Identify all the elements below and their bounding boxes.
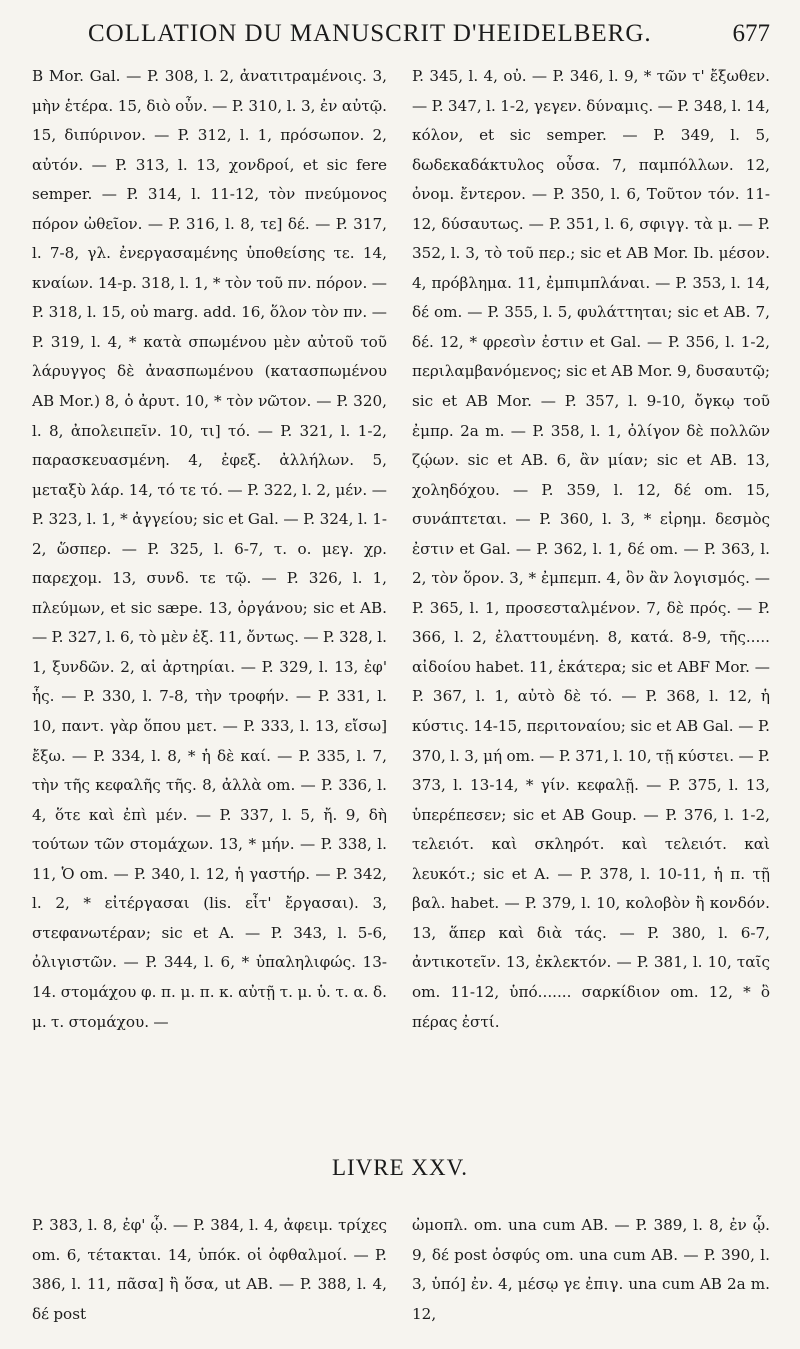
section-left-column-text: P. 383, l. 8, ἐφ' ᾧ. — P. 384, l. 4, ἀφειμ. τρίχες om. 6, τέτακται. 14, ὑπόκ. οἱ ὀφθαλμοί. — P. 386, l. 11, πᾶσα] ἢ ὅσα, ut AB. — P. 388, l. 4, δέ post [32,1216,387,1323]
section-heading: LIVRE XXV. [331,1155,469,1180]
left-column-text: B Mor. Gal. — P. 308, l. 2, ἀνατιτραμένοις. 3, μὴν ἑτέρα. 15, διὸ οὖν. — P. 310, l. 3, ἐν αὐτῷ. 15, διπύρινον. — P. 312, l. 1, πρόσωπον. 2, αὐτόν. — P. 313, l. 13, χονδροί, et sic fere semper. — P. 314, l. 11-12, τὸν πνεύμονος πόρον ὠθεῖον. — P. 316, l. 8, τε] δέ. — P. 317, l. 7-8, γλ. ἐνεργασαμένης ὑποθείσης τε. 14, κναίων. 14-p. 318, l. 1, * τὸν τοῦ πν. πόρον. — P. 318, l. 15, οὐ marg. add. 16, ὅλον τὸν πν. — P. 319, l. 4, * κατὰ σπωμένου μὲν αὐτοῦ τοῦ λάρυγγος δὲ ἀνασπωμένου (κατασπωμένου AB Mor.) 8, ὁ ἀρυτ. 10, * τὸν νῶτον. — P. 320, l. 8, ἀπολειπεῖν. 10, τι] τό. — P. 321, l. 1-2, παρασκευασμένη. 4, ἐφεξ. ἀλλήλων. 5, μεταξὺ λάρ. 14, τό τε τό. — P. 322, l. 2, μέν. — P. 323, l. 1, * ἀγγείου; sic et Gal. — P. 324, l. 1-2, ὥσπερ. — P. 325, l. 6-7, τ. ο. μεγ. χρ. παρεχομ. 13, συνδ. τε τῷ. — P. 326, l. 1, πλεύμων, et sic sæpe. 13, ὀργάνου; sic et AB. — P. 327, l. 6, τὸ μὲν ἐξ. 11, ὄντως. — P. 328, l. 1, ξυνδῶν. 2, αἱ ἀρτηρίαι. — P. 329, l. 13, ἐφ' ἧς. — P. 330, l. 7-8, τὴν τροφήν. — P. 331, l. 10, παντ. γὰρ ὅπου μετ. — P. 333, l. 13, εἴσω] ἔξω. — P. 334, l. 8, * ἡ δὲ καί. — P. 335, l. 7, τὴν τῆς κεφαλῆς τῆς. 8, ἀλλὰ om. — P. 336, l. 4, ὅτε καὶ ἐπὶ μέν. — P. 337, l. 5, ἤ. 9, δὴ τούτων τῶν στομάχων. 13, * μήν. — P. 338, l. 11, Ὁ om. — P. 340, l. 12, ἡ γαστήρ. — P. 342, l. 2, * εἰτέργασαι (lis. εἶτ' ἔργασαι). 3, στεφανωτέραν; sic et A. — P. 343, l. 5-6, ὀλιγιστῶν. — P. 344, l. 6, * ὑπαληλιφώς. 13-14. στομάχου φ. π. μ. π. κ. αὐτῇ τ. μ. ὑ. τ. α. δ. μ. τ. στομάχου. — [32,67,387,1031]
column-gutter [399,62,400,1137]
page-number: 677 [732,20,770,47]
page-header [0,14,800,54]
section-right-column-text: ὠμοπλ. om. una cum AB. — P. 389, l. 8, ἐν ᾧ. 9, δέ post ὀσφύς om. una cum AB. — P. 390, l. 3, ὑπό] ἐν. 4, μέσῳ γε ἐπιγ. una cum AB 2a m. 12, [412,1216,770,1323]
right-column-text: P. 345, l. 4, οὐ. — P. 346, l. 9, * τῶν τ' ἔξωθεν. — P. 347, l. 1-2, γεγεν. δύναμις. — P. 348, l. 14, κόλον, et sic semper. — P. 349, l. 5, δωδεκαδάκτυλος οὖσα. 7, παμπόλλων. 12, ὀνομ. ἔντερον. — P. 350, l. 6, Τοῦτον τόν. 11-12, δύσαυτως. — P. 351, l. 6, σφιγγ. τὰ μ. — P. 352, l. 3, τὸ τοῦ περ.; sic et AB Mor. Ib. μέσον. 4, πρόβλημα. 11, ἐμπιμπλάναι. — P. 353, l. 14, δέ om. — P. 355, l. 5, φυλάττηται; sic et AB. 7, δέ. 12, * φρεσὶν ἐστιν et Gal. — P. 356, l. 1-2, περιλαμβανόμενος; sic et AB Mor. 9, δυσαυτῷ; sic et AB Mor. — P. 357, l. 9-10, ὄγκῳ τοῦ ἐμπρ. 2a m. — P. 358, l. 1, ὀλίγον δὲ πολλῶν ζῴων. sic et AB. 6, ἂν μίαν; sic et AB. 13, χοληδόχου. — P. 359, l. 12, δέ om. 15, συνάπτεται. — P. 360, l. 3, * εἰρημ. δεσμὸς ἐστιν et Gal. — P. 362, l. 1, δέ om. — P. 363, l. 2, τὸν ὅρον. 3, * ἐμπεμπ. 4, ὃν ἂν λογισμός. — P. 365, l. 1, προσεσταλμένον. 7, δὲ πρός. — P. 366, l. 2, ἐλαττουμένη. 8, κατά. 8-9, τῆς..... αἰδοίου habet. 11, ἑκάτερα; sic et ABF Mor. — P. 367, l. 1, αὐτὸ δὲ τό. — P. 368, l. 12, ἡ κύστις. 14-15, περιτοναίου; sic et AB Gal. — P. 370, l. 3, μή om. — P. 371, l. 10, τῇ κύστει. — P. 373, l. 13-14, * γίν. κεφαλῇ. — P. 375, l. 13, ὑπερέπεσεν; sic et AB Goup. — P. 376, l. 1-2, τελειότ. καὶ σκληρότ. καὶ τελειότ. καὶ λευκότ.; sic et A. — P. 378, l. 10-11, ἡ π. τῇ βαλ. habet. — P. 379, l. 10, κολοβὸν ἢ κονδόν. 13, ἅπερ καὶ διὰ τάς. — P. 380, l. 6-7, ἀντικοτεῖν. 13, ἐκλεκτόν. — P. 381, l. 10, ταῖς om. 11-12, ὑπό....... σαρκίδιον om. 12, * ὃ πέρας ἐστί. [412,67,770,1031]
running-title: COLLATION DU MANUSCRIT D'HEIDELBERG. [88,20,652,47]
